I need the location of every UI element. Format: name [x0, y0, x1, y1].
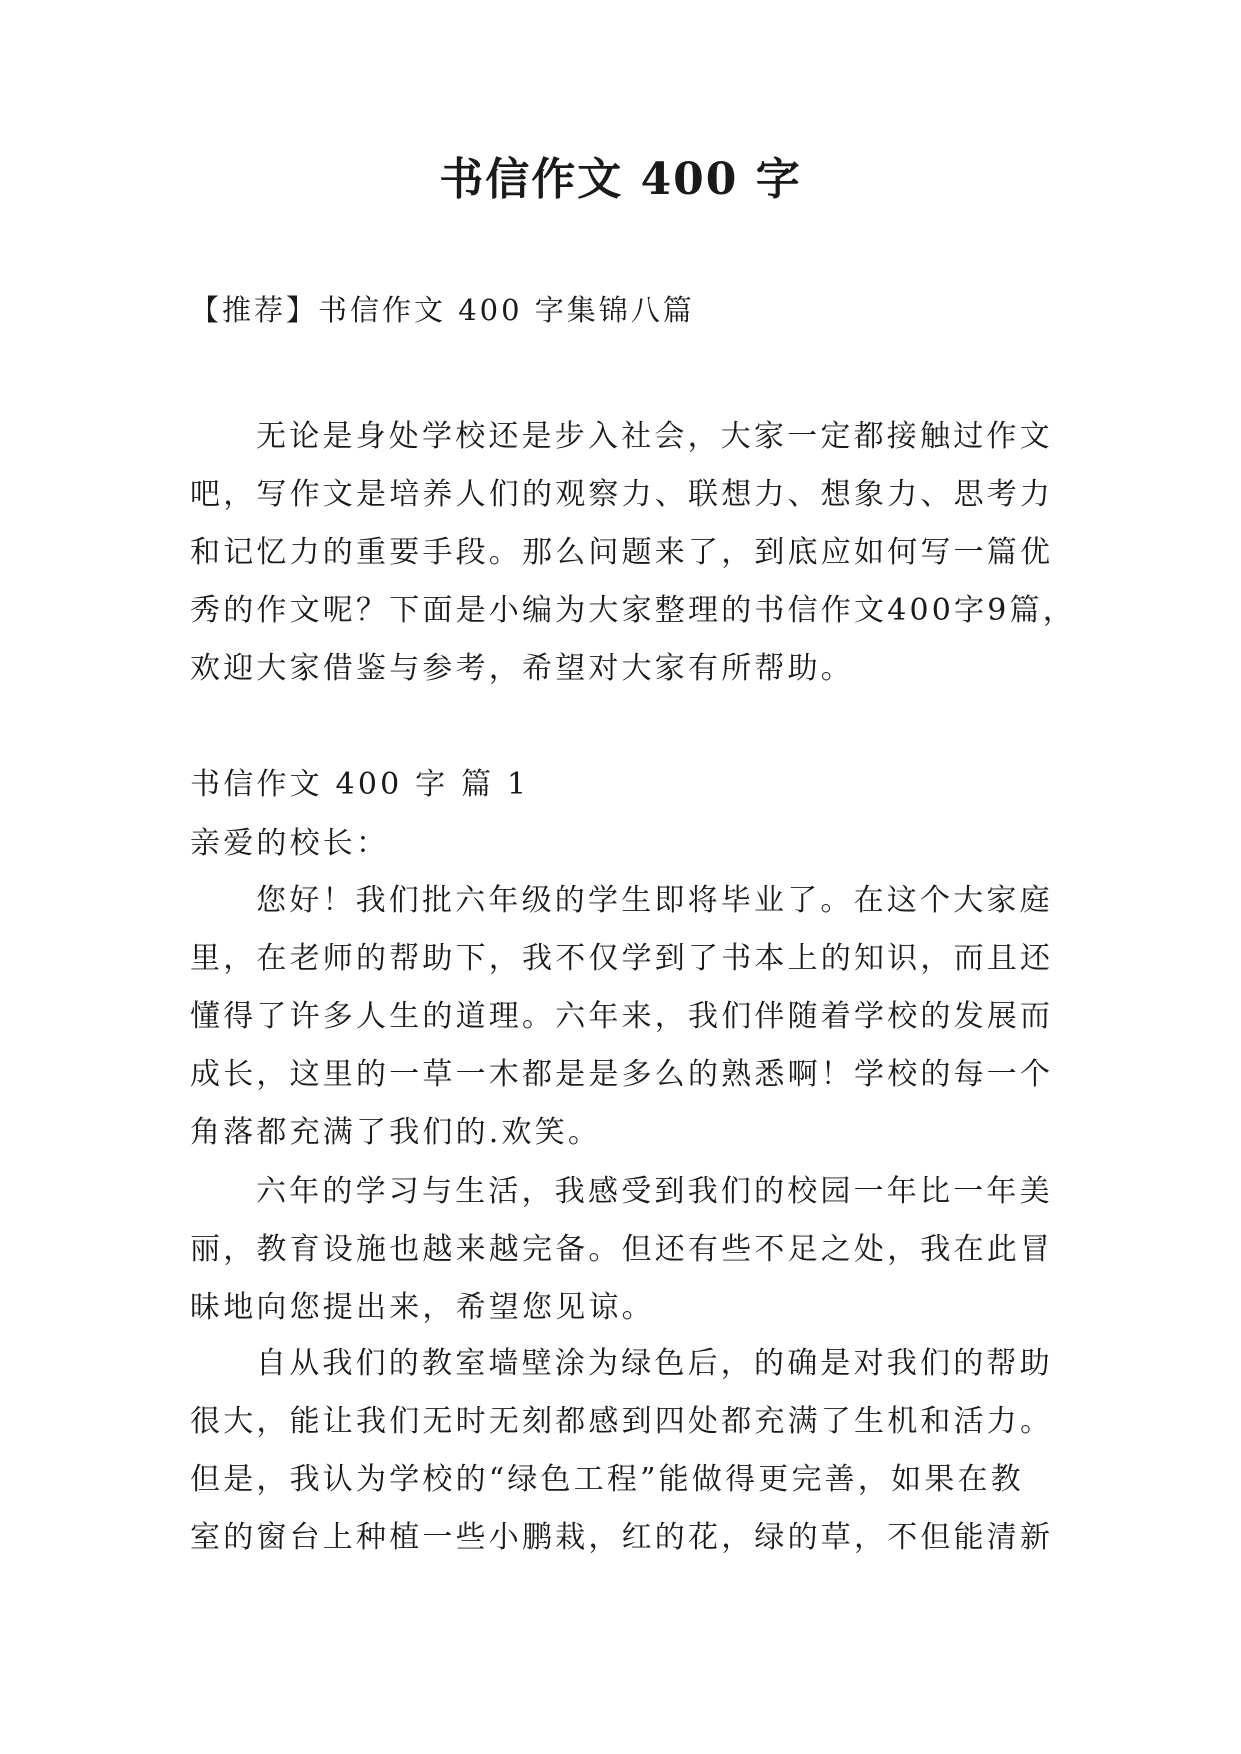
document-title: 书信作文 400 字	[439, 154, 802, 205]
letter-paragraph-1	[190, 872, 1060, 1162]
text-line: 室的窗台上种植一些小鹏栽，红的花，绿的草，不但能清新	[190, 1520, 1054, 1555]
document-subtitle: 【推荐】书信作文 400 字集锦八篇	[190, 293, 695, 327]
text-line: 秀的作文呢？下面是小编为大家整理的书信作文400字9篇，	[190, 593, 1076, 628]
text-line: 丽，教育设施也越来越完备。但还有些不足之处，我在此冒	[190, 1232, 1054, 1267]
letter-paragraph-2	[190, 1163, 1060, 1337]
text-line: 很大，能让我们无时无刻都感到四处都充满了生机和活力。	[190, 1404, 1054, 1439]
text-line: 欢迎大家借鉴与参考，希望对大家有所帮助。	[190, 651, 854, 686]
text-line: 自从我们的教室墙壁涂为绿色后，的确是对我们的帮助	[256, 1346, 1053, 1381]
text-line: 您好！我们批六年级的学生即将毕业了。在这个大家庭	[256, 883, 1053, 918]
text-line: 角落都充满了我们的.欢笑。	[190, 1115, 602, 1150]
text-line: 昧地向您提出来，希望您见谅。	[190, 1290, 655, 1325]
intro-paragraph	[190, 408, 1076, 698]
section-heading: 书信作文 400 字 篇 1	[190, 767, 530, 802]
letter-paragraph-3	[190, 1335, 1060, 1567]
text-line: 六年的学习与生活，我感受到我们的校园一年比一年美	[256, 1174, 1053, 1209]
text-line: 和记忆力的重要手段。那么问题来了，到底应如何写一篇优	[190, 535, 1054, 570]
letter-salutation: 亲爱的校长：	[190, 826, 390, 861]
text-line: 吧，写作文是培养人们的观察力、联想力、想象力、思考力	[190, 477, 1054, 512]
text-line: 成长，这里的一草一木都是是多么的熟悉啊！学校的每一个	[190, 1057, 1054, 1092]
text-line: 懂得了许多人生的道理。六年来，我们伴随着学校的发展而	[190, 999, 1054, 1034]
text-line: 但是，我认为学校的“绿色工程”能做得更完善，如果在教	[190, 1462, 1024, 1497]
text-line: 无论是身处学校还是步入社会，大家一定都接触过作文	[256, 419, 1053, 454]
text-line: 里，在老师的帮助下，我不仅学到了书本上的知识，而且还	[190, 941, 1054, 976]
